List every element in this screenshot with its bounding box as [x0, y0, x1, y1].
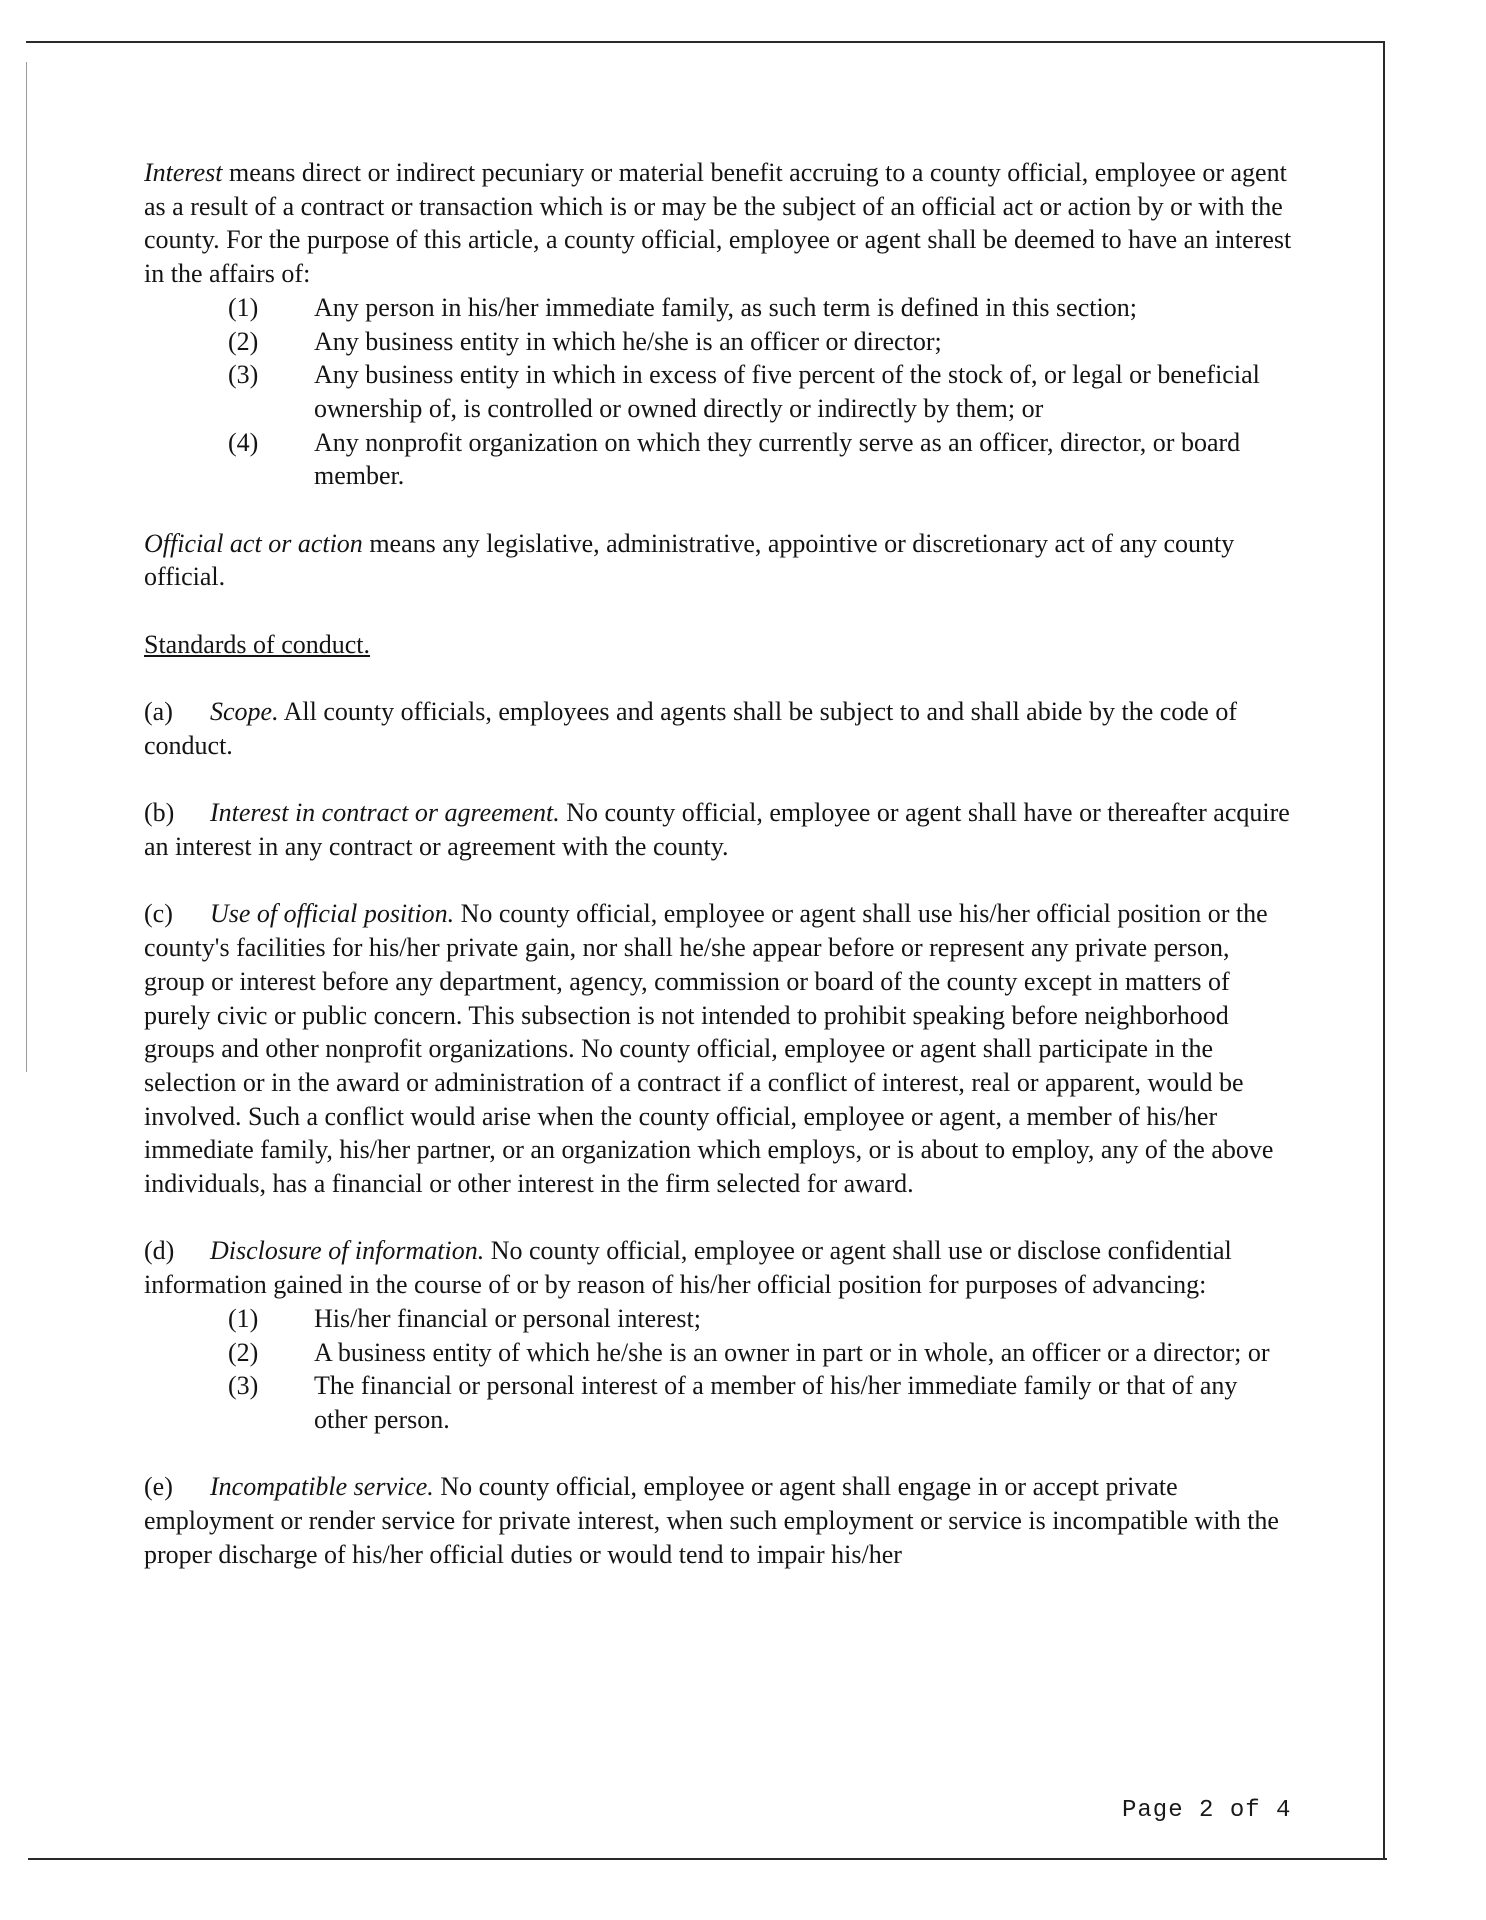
section-title: Incompatible service. [210, 1472, 434, 1502]
interest-item [228, 426, 1294, 493]
interest-term: Interest [144, 158, 223, 187]
official-act-definition [144, 527, 1294, 594]
section-tag: (c) [144, 899, 173, 929]
section-body: No county official, employee or agent shall have or thereafter acquire an interest in any contract or agreement with the county. [144, 798, 1290, 861]
section-title: Use of official position. [210, 899, 455, 929]
item-text: Any business entity in which in excess of five percent of the stock of, or legal or beneficial ownership of, is controlled or owned directly or indirectly by them; or [314, 360, 1260, 423]
section-body: No county official, employee or agent shall engage in or accept private employment or render service for private interest, when such employment or service is incompatible with the proper discharge of his/her official duties or would tend to impair his/her [144, 1472, 1279, 1569]
standards-heading [144, 628, 1294, 662]
bottom-rule [28, 1858, 1387, 1860]
item-text: His/her financial or personal interest; [314, 1303, 701, 1333]
section-b [144, 796, 1294, 863]
official-act-body: means any legislative, administrative, appointive or discretionary act of any county official. [144, 528, 1235, 592]
section-body: No county official, employee or agent shall use or disclose confidential information gained in the course of or by reason of his/her official position for purposes of advancing: [144, 1236, 1232, 1300]
section-a [144, 695, 1294, 762]
item-number: (3) [228, 360, 259, 390]
disclosure-item [228, 1302, 1294, 1336]
document-body [144, 156, 1294, 1571]
interest-item [228, 291, 1294, 325]
section-tag: (e) [144, 1472, 173, 1502]
item-text: Any business entity in which he/she is an officer or director; [314, 326, 942, 356]
scan-edge-mark [26, 62, 27, 1072]
item-text: A business entity of which he/she is an owner in part or in whole, an officer or a director; or [314, 1337, 1270, 1367]
item-text: Any person in his/her immediate family, as such term is defined in this section; [314, 292, 1137, 322]
standards-heading-text: Standards of conduct. [144, 629, 371, 659]
item-text: Any nonprofit organization on which they currently serve as an officer, director, or board member. [314, 427, 1241, 491]
section-e [144, 1470, 1294, 1571]
item-number: (1) [228, 292, 259, 322]
item-text: The financial or personal interest of a member of his/her immediate family or that of any other person. [314, 1371, 1238, 1434]
section-tag: (d) [144, 1236, 175, 1266]
section-body: All county officials, employees and agents shall be subject to and shall abide by the code of conduct. [144, 697, 1237, 760]
interest-body: means direct or indirect pecuniary or material benefit accruing to a county official, employee or agent as a result of a contract or transaction which is or may be the subject of an official act or action by or with the county. For the purpose of this article, a county official, employee or agent shall be deemed to have an interest in the affairs of: [144, 158, 1292, 289]
section-title: Scope. [210, 697, 279, 727]
item-number: (4) [228, 427, 259, 457]
section-c [144, 897, 1294, 1200]
section-title: Interest in contract or agreement. [210, 798, 560, 828]
item-number: (1) [228, 1303, 259, 1333]
section-body: No county official, employee or agent shall use his/her official position or the county's facilities for his/her private gain, nor shall he/she appear before or represent any private person, group or interest before any department, agency, commission or board of the county except in matters of purely civic or public concern. This subsection is not intended to prohibit speaking before neighborhood groups and other nonprofit organizations. No county official, employee or agent shall participate in the selection or in the award or administration of a contract if a conflict of interest, real or apparent, would be involved. Such a conflict would arise when the county official, employee or agent, a member of his/her immediate family, his/her partner, or an organization which employs, or is about to employ, any of the above individuals, has a financial or other interest in the firm selected for award. [144, 899, 1274, 1199]
section-tag: (a) [144, 697, 173, 727]
section-title: Disclosure of information. [210, 1236, 485, 1266]
interest-item [228, 358, 1294, 425]
disclosure-item [228, 1369, 1294, 1436]
section-d [144, 1234, 1294, 1301]
interest-item [228, 325, 1294, 359]
item-number: (2) [228, 1337, 259, 1367]
interest-definition [144, 156, 1294, 291]
page-number: Page 2 of 4 [1122, 1797, 1292, 1824]
section-tag: (b) [144, 798, 175, 828]
official-act-term: Official act or action [144, 528, 363, 558]
item-number: (2) [228, 326, 259, 356]
item-number: (3) [228, 1371, 259, 1401]
disclosure-item [228, 1336, 1294, 1370]
